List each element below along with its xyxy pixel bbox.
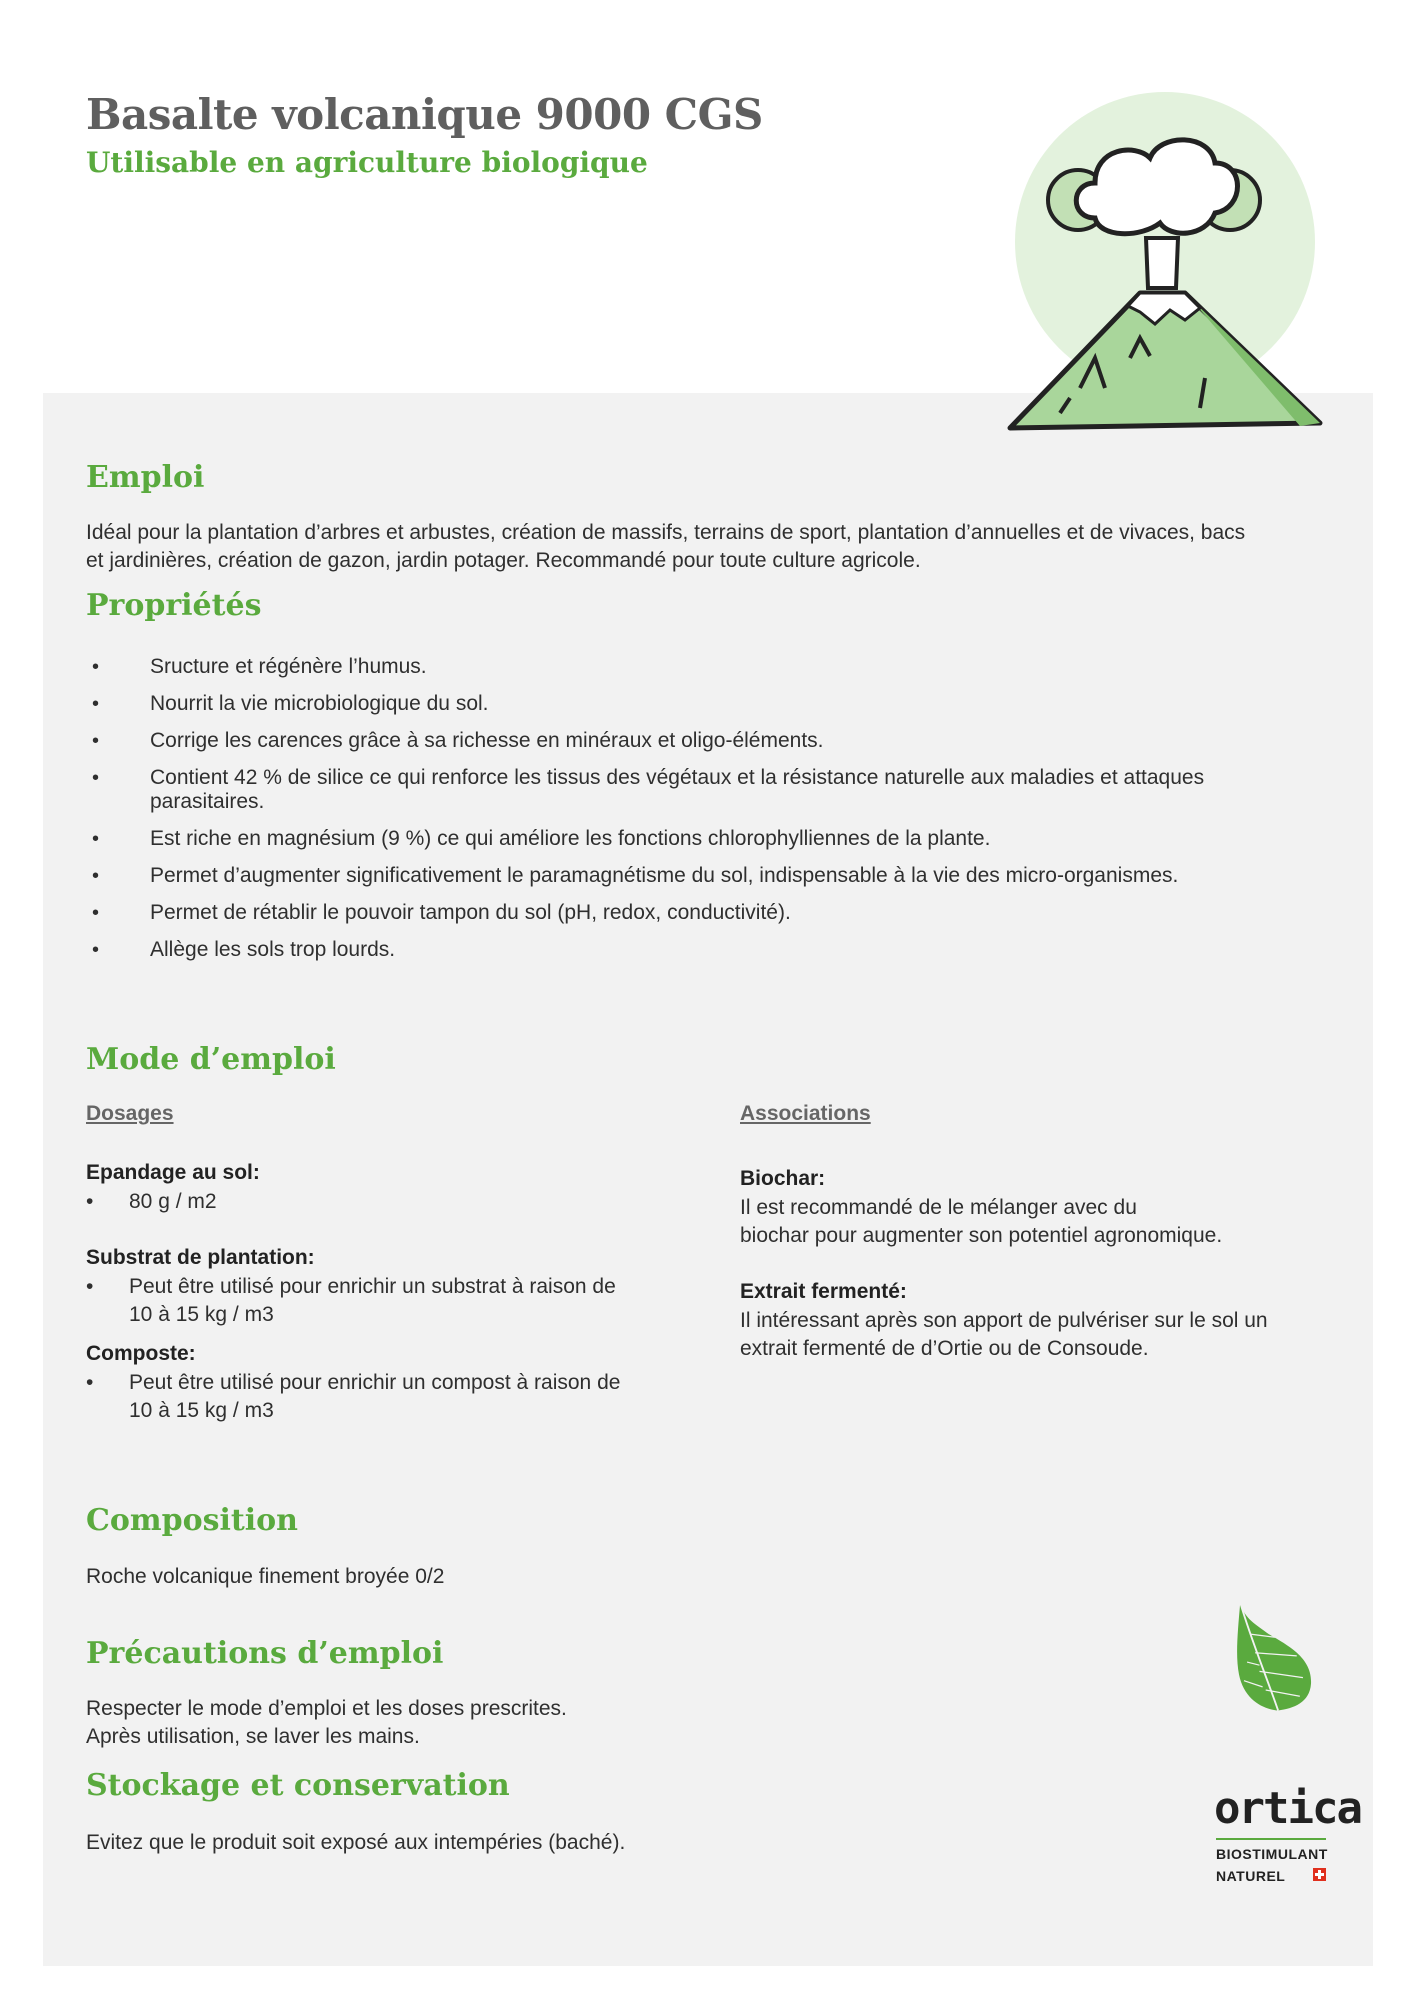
bullet-icon: • xyxy=(92,767,100,789)
list-item: • Contient 42 % de silice ce qui renforce les tissus des végétaux et la résistance naturelle aux maladies et attaques parasitaires. xyxy=(92,766,1205,813)
list-item: • Nourrit la vie microbiologique du sol. xyxy=(92,692,489,715)
extrait-line-1: Il intéressant après son apport de pulvériser sur le sol un xyxy=(740,1309,1268,1332)
proprietes-list xyxy=(86,655,1326,975)
section-heading-composition: Composition xyxy=(86,1503,298,1538)
swiss-flag-icon xyxy=(1313,1868,1326,1881)
composte-label: Composte: xyxy=(86,1342,196,1365)
brand-name: ortica xyxy=(1214,1783,1361,1834)
bullet-icon: • xyxy=(92,828,100,850)
extrait-label: Extrait fermenté: xyxy=(740,1280,907,1303)
precautions-line-2: Après utilisation, se laver les mains. xyxy=(86,1725,420,1748)
biochar-line-2: biochar pour augmenter son potentiel agronomique. xyxy=(740,1224,1223,1247)
section-heading-emploi: Emploi xyxy=(86,460,205,495)
list-item: • Sructure et régénère l’humus. xyxy=(92,655,427,678)
list-item: • Corrige les carences grâce à sa richesse en minéraux et oligo-éléments. xyxy=(92,729,824,752)
bullet-icon: • xyxy=(92,939,100,961)
substrat-label: Substrat de plantation: xyxy=(86,1246,315,1269)
bullet-icon: • xyxy=(92,902,100,924)
section-heading-proprietes: Propriétés xyxy=(86,588,262,623)
list-item: • Est riche en magnésium (9 %) ce qui améliore les fonctions chlorophylliennes de la plante. xyxy=(92,827,991,850)
associations-title: Associations xyxy=(740,1102,871,1125)
precautions-line-1: Respecter le mode d’emploi et les doses prescrites. xyxy=(86,1697,567,1720)
list-item: • Permet de rétablir le pouvoir tampon du sol (pH, redox, conductivité). xyxy=(92,901,791,924)
section-heading-mode-emploi: Mode d’emploi xyxy=(86,1042,336,1077)
page-title: Basalte volcanique 9000 CGS xyxy=(86,90,763,139)
list-item: • Allège les sols trop lourds. xyxy=(92,938,396,961)
brand-tag-1: BIOSTIMULANT xyxy=(1216,1846,1328,1862)
biochar-line-1: Il est recommandé de le mélanger avec du xyxy=(740,1196,1137,1219)
composition-text: Roche volcanique finement broyée 0/2 xyxy=(86,1565,445,1588)
bullet-icon: • xyxy=(92,656,100,678)
list-item: • Permet d’augmenter significativement le paramagnétisme du sol, indispensable à la vie des micro-organismes. xyxy=(92,864,1179,887)
emploi-line-2: et jardinières, création de gazon, jardin potager. Recommandé pour toute culture agricole. xyxy=(86,549,921,572)
nettle-leaf-icon xyxy=(1205,1600,1345,1780)
biochar-label: Biochar: xyxy=(740,1167,826,1190)
stockage-text: Evitez que le produit soit exposé aux intempéries (baché). xyxy=(86,1831,626,1854)
bullet-icon: • xyxy=(86,1275,94,1298)
emploi-line-1: Idéal pour la plantation d’arbres et arbustes, création de massifs, terrains de sport, plantation d’annuelles et de vivaces, bacs xyxy=(86,521,1246,544)
section-heading-precautions: Précautions d’emploi xyxy=(86,1636,444,1671)
extrait-line-2: extrait fermenté de d’Ortie ou de Consoude. xyxy=(740,1337,1149,1360)
bullet-icon: • xyxy=(92,693,100,715)
page-subtitle: Utilisable en agriculture biologique xyxy=(86,146,648,179)
brand-divider xyxy=(1216,1838,1326,1840)
bullet-icon: • xyxy=(92,865,100,887)
bullet-icon: • xyxy=(86,1190,94,1213)
epandage-label: Epandage au sol: xyxy=(86,1161,260,1184)
section-heading-stockage: Stockage et conservation xyxy=(86,1768,510,1803)
volcano-icon xyxy=(1000,88,1330,440)
bullet-icon: • xyxy=(92,730,100,752)
dosages-title: Dosages xyxy=(86,1102,174,1125)
bullet-icon: • xyxy=(86,1371,94,1394)
brand-tag-2: NATUREL xyxy=(1216,1868,1286,1884)
